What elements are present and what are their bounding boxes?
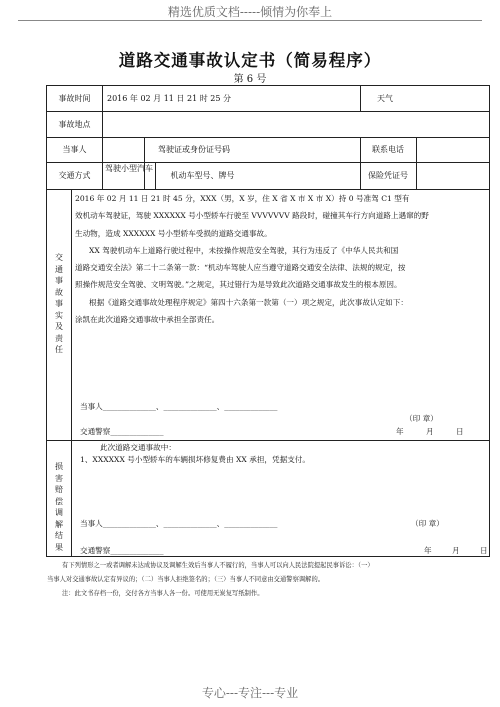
mediation-seal: （印 章） (411, 519, 444, 528)
facts-police-signature: 交通警察______________ (80, 427, 164, 436)
vehicle-type-value: 驾驶小型汽车 (105, 164, 153, 173)
facts-date-year: 年 (396, 427, 404, 436)
insurance-label: 保险凭证号 (368, 171, 408, 180)
row-divider (47, 137, 489, 138)
mediation-date-year: 年 (424, 546, 432, 555)
facts-party-signature: 当事人______________、______________、______________ (80, 402, 278, 411)
footnote-note: 注：此文书存档一份，交付各方当事人各一份。可使用无炭复写纸制作。 (62, 590, 264, 597)
facts-line: XX 驾驶机动车上道路行驶过程中，未按操作规范安全驾驶，其行为违反了《中华人民共和国 (89, 245, 399, 255)
document-number: 第 6 号 (233, 74, 267, 85)
party-label: 当事人 (62, 145, 87, 154)
header-rule (18, 20, 482, 21)
row-divider (47, 440, 489, 441)
facts-seal: （印 章） (405, 414, 438, 423)
facts-line: 涂凯在此次道路交通事故中承担全部责任。 (75, 315, 220, 325)
facts-date-month: 月 (426, 427, 434, 436)
facts-line: 照操作规范安全驾驶、文明驾驶。”之规定，其过错行为是导致此次道路交通事故发生的根本原因。 (75, 280, 402, 290)
facts-line: 道路交通安全法》第二十二条第一款：“机动车驾驶人应当遵守道路交通安全法律、法规的规定，按 (75, 263, 406, 273)
mediation-item: 1、XXXXXX 号小型轿车的车辆损坏修复费由 XX 承担，凭据支付。 (80, 455, 310, 464)
footnote-line: 当事人对交通事故认定有异议的；（二）当事人拒绝签名的；（三）当事人不同意由交通警察调解的。 (47, 576, 325, 583)
row-divider (47, 162, 489, 163)
facts-text (75, 190, 485, 328)
weather-label: 天气 (377, 94, 393, 103)
mediation-date-day: 日 (480, 546, 488, 555)
side-column-divider (71, 189, 72, 557)
row-divider (47, 111, 489, 112)
facts-date-day: 日 (456, 427, 464, 436)
document-title: 道路交通事故认定书（简易程序） (118, 51, 382, 70)
facts-side-label: 交通事故事实及责任 (55, 253, 63, 354)
footnote-line: 有下列情形之一或者调解未达成协议及调解生效后当事人不履行的，当事人可以向人民法院提起民事诉讼：（一） (62, 562, 374, 569)
mediation-side-label: 损害赔偿调解结果 (55, 462, 63, 552)
facts-line: 生动物，造成 XXXXXX 号小型轿车受损的道路交通事故。 (75, 228, 272, 238)
facts-line: 根据《道路交通事故处理程序规定》第四十六条第一款第（一）项之规定，此次事故认定如下： (89, 297, 408, 307)
mediation-party-signature: 当事人______________、______________、______________ (80, 519, 278, 528)
id-number-label: 驾驶证或身份证号码 (158, 145, 230, 154)
accident-time-label: 事故时间 (58, 94, 91, 103)
column-divider (102, 86, 103, 189)
mediation-intro: 此次道路交通事故中： (100, 443, 176, 452)
facts-line: 效机动车驾驶证，驾驶 XXXXXX 号小型轿车行驶至 VVVVVVV 路段时，碰撞其车行方向道路上遇窜的野 (75, 211, 429, 221)
header-banner: 精选优质文档-----倾情为你奉上 (167, 5, 333, 19)
transport-mode-label: 交通方式 (58, 171, 91, 180)
mediation-police-signature: 交通警察______________ (80, 546, 164, 555)
accident-place-label: 事故地点 (58, 120, 91, 129)
column-divider (416, 137, 417, 189)
accident-time-value: 2016 年 02 月 11 日 21 时 25 分 (107, 94, 231, 103)
footer-banner: 专心---专注---专业 (201, 686, 299, 700)
facts-line: 2016 年 02 月 11 日 21 时 45 分，XXX（男，X 岁，住 X 省 X 市 X 市 X）持 0 号准驾 C1 型有 (75, 194, 410, 203)
mediation-date-month: 月 (452, 546, 460, 555)
phone-label: 联系电话 (372, 145, 404, 154)
plate-label: 机动车型号、牌号 (170, 171, 235, 180)
